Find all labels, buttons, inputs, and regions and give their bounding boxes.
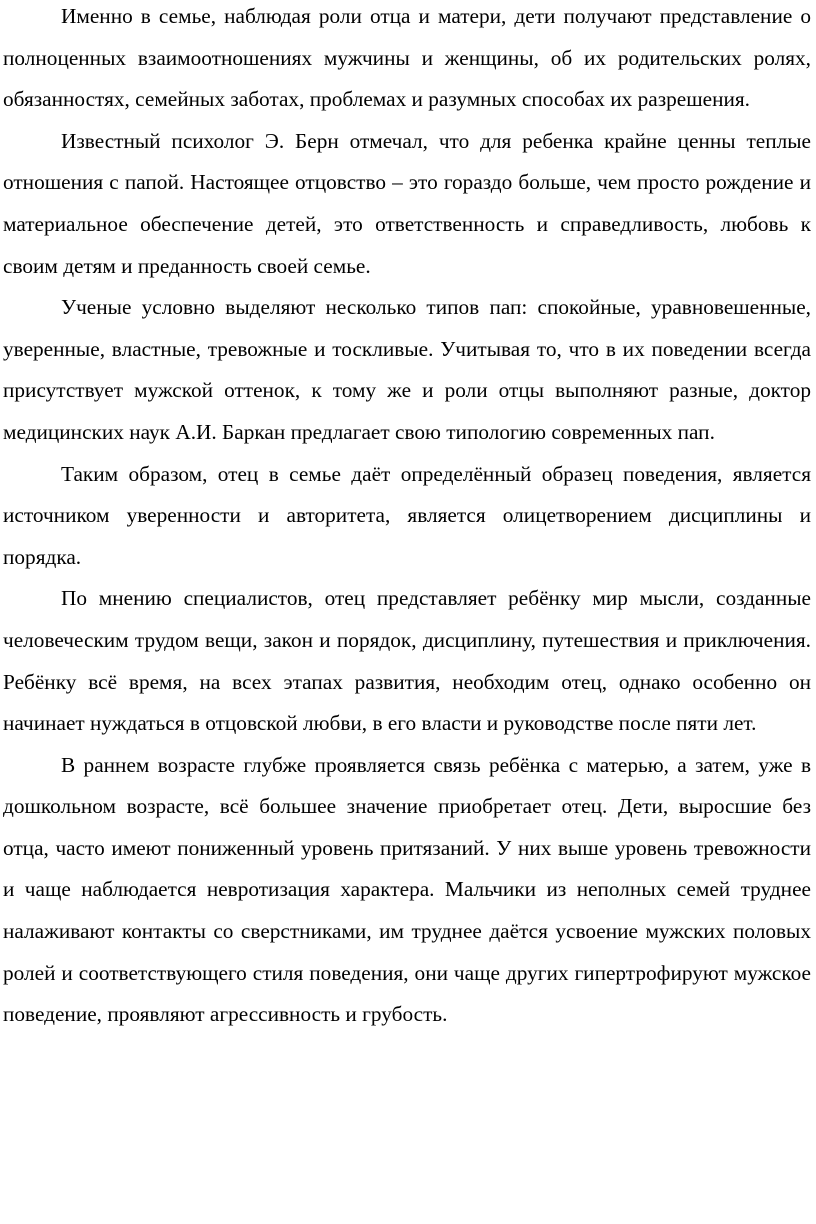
paragraph-4: Таким образом, отец в семье даёт определённый образец поведения, является источником уверенности и авторитета, является олицетворением дисциплины и порядка. [3, 461, 811, 569]
paragraph-6: В раннем возрасте глубже проявляется связь ребёнка с матерью, а затем, уже в дошкольном возрасте, всё большее значение приобретает отец. Дети, выросшие без отца, часто имеют пониженный уровень притязаний. У них выше уровень тревожности и чаще наблюдается невротизация характера. Мальчики из неполных семей труднее налаживают контакты со сверстниками, им труднее даётся усвоение мужских половых ролей и соответствующего стиля поведения, они чаще других гипертрофируют мужское поведение, проявляют агрессивность и грубость. [3, 752, 811, 1027]
paragraph-5: По мнению специалистов, отец представляет ребёнку мир мысли, созданные человеческим трудом вещи, закон и порядок, дисциплину, путешествия и приключения. Ребёнку всё время, на всех этапах развития, необходим отец, однако особенно он начинает нуждаться в отцовской любви, в его власти и руководстве после пяти лет. [3, 586, 811, 736]
paragraph-2: Известный психолог Э. Берн отмечал, что для ребенка крайне ценны теплые отношения с папой. Настоящее отцовство – это гораздо больше, чем просто рождение и материальное обеспечение детей, это ответственность и справедливость, любовь к своим детям и преданность своей семье. [3, 128, 811, 278]
paragraph-3: Ученые условно выделяют несколько типов пап: спокойные, уравновешенные, уверенные, властные, тревожные и тоскливые. Учитывая то, что в их поведении всегда присутствует мужской оттенок, к тому же и роли отцы выполняют разные, доктор медицинских наук А.И. Баркан предлагает свою типологию современных пап. [3, 295, 811, 444]
paragraph-1: Именно в семье, наблюдая роли отца и матери, дети получают представление о полноценных взаимоотношениях мужчины и женщины, об их родительских ролях, обязанностях, семейных заботах, проблемах и разумных способах их разрешения. [3, 4, 811, 112]
